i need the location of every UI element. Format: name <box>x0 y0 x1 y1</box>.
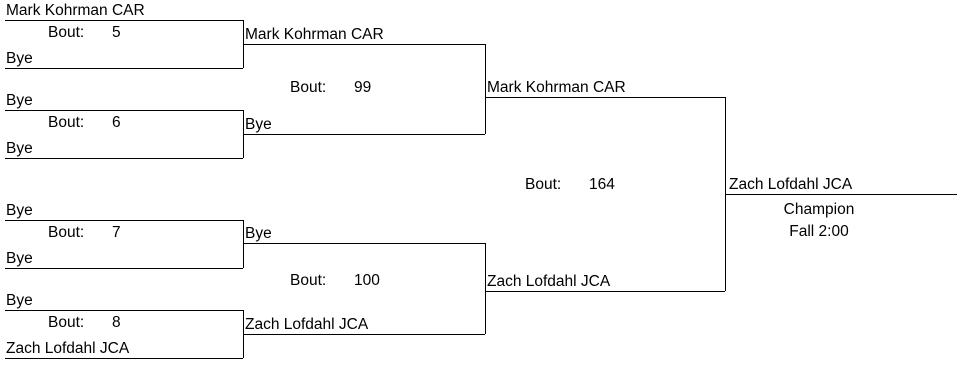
round1-wrestler-top: Bye <box>6 292 33 309</box>
final-bout <box>525 176 615 194</box>
round2-wrestler-top: Bye <box>245 225 272 242</box>
round1-bout <box>48 114 121 132</box>
round1-wrestler-bottom: Bye <box>6 250 33 267</box>
bout-number: 5 <box>112 24 121 41</box>
round1-wrestler-bottom: Zach Lofdahl JCA <box>6 340 130 357</box>
round2-wrestler-top: Mark Kohrman CAR <box>245 26 384 43</box>
round2-connector <box>485 243 486 334</box>
round1-bout <box>48 224 121 242</box>
round1-bout <box>48 24 121 42</box>
round1-wrestler-bottom: Bye <box>6 140 33 157</box>
round1-wrestler-bottom: Bye <box>6 50 33 67</box>
round2-line-top <box>243 243 485 244</box>
round1-line-top <box>5 310 243 311</box>
final-wrestler-bottom: Zach Lofdahl JCA <box>487 273 611 290</box>
round1-line-bottom <box>5 358 243 359</box>
round2-bout <box>290 272 380 290</box>
round2-wrestler-bottom: Zach Lofdahl JCA <box>245 316 369 333</box>
champion-title: Champion <box>783 201 855 218</box>
champion-result: Fall 2:00 <box>789 223 849 240</box>
bout-label: Bout: <box>525 176 562 193</box>
round1-line-bottom <box>5 68 243 69</box>
round2-line-bottom <box>243 334 485 335</box>
round1-connector <box>243 220 244 268</box>
bout-label: Bout: <box>48 224 85 241</box>
bout-number: 8 <box>112 314 121 331</box>
bout-number: 7 <box>112 224 121 241</box>
round1-bout <box>48 314 121 332</box>
bout-number: 6 <box>112 114 121 131</box>
round1-line-bottom <box>5 268 243 269</box>
bout-label: Bout: <box>48 114 85 131</box>
champion-name: Zach Lofdahl JCA <box>729 176 853 193</box>
bout-number: 100 <box>354 272 380 289</box>
round2-wrestler-bottom: Bye <box>245 116 272 133</box>
round2-line-top <box>243 44 485 45</box>
bout-label: Bout: <box>48 24 85 41</box>
bout-label: Bout: <box>290 272 327 289</box>
round2-line-bottom <box>243 134 485 135</box>
round1-wrestler-top: Bye <box>6 92 33 109</box>
champion-line <box>725 194 957 195</box>
round1-line-top <box>5 220 243 221</box>
bout-number: 99 <box>354 79 372 96</box>
round1-line-top <box>5 110 243 111</box>
final-wrestler-top: Mark Kohrman CAR <box>487 79 626 96</box>
final-line-top <box>485 97 725 98</box>
round1-line-top <box>5 20 243 21</box>
round1-wrestler-top: Mark Kohrman CAR <box>6 2 145 19</box>
round1-line-bottom <box>5 158 243 159</box>
bout-label: Bout: <box>48 314 85 331</box>
round2-connector <box>485 44 486 134</box>
final-line-bottom <box>485 291 725 292</box>
bout-label: Bout: <box>290 79 327 96</box>
bout-number: 164 <box>589 176 615 193</box>
round2-bout <box>290 79 371 97</box>
round1-wrestler-top: Bye <box>6 202 33 219</box>
